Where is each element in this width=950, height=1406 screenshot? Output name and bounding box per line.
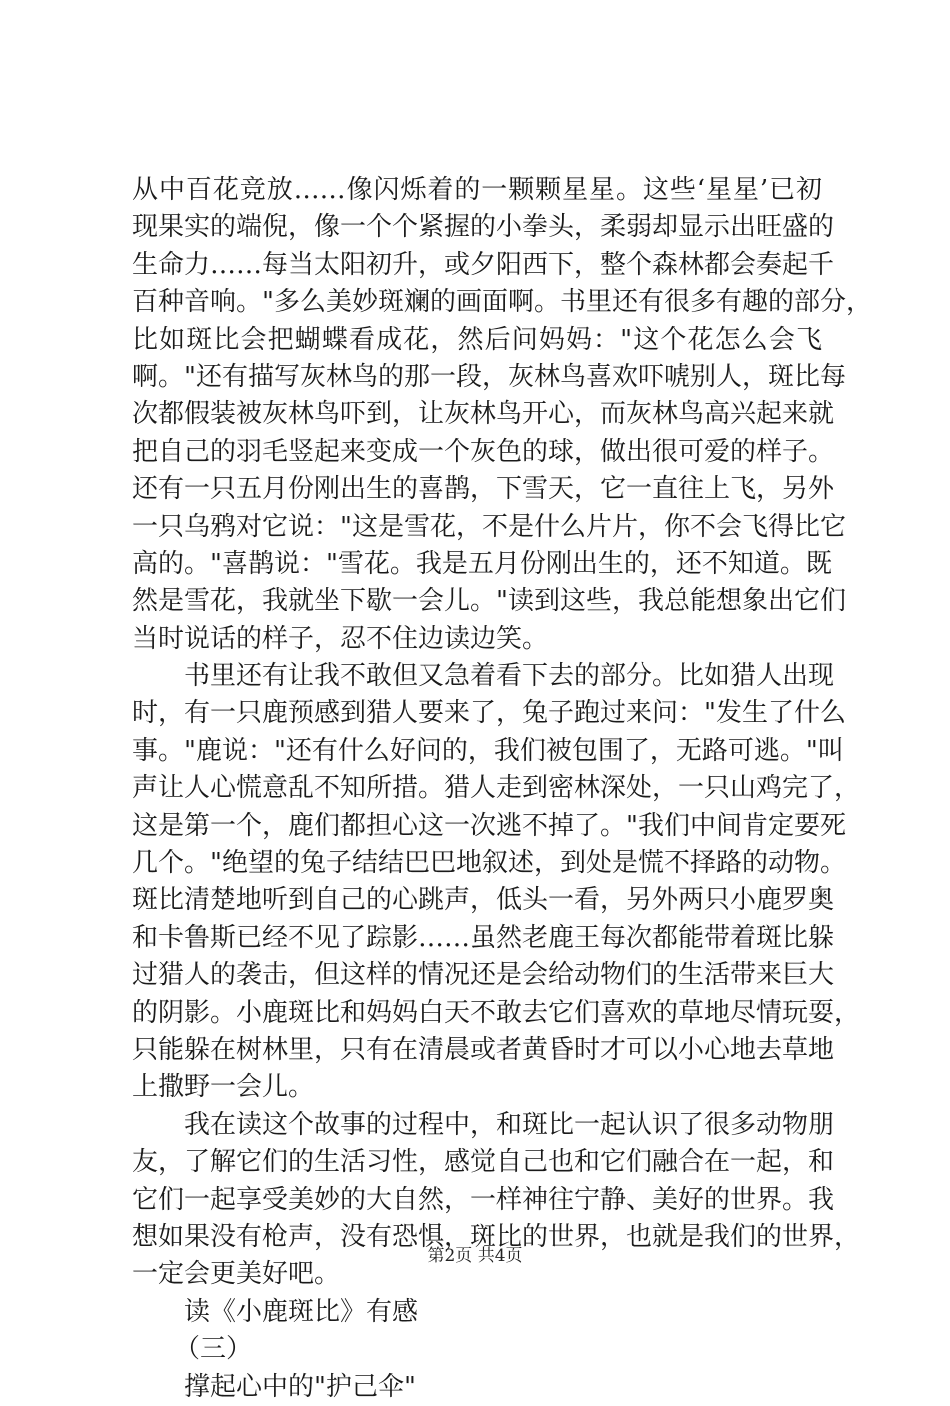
text-line: 的阴影。小鹿斑比和妈妈白天不敢去它们喜欢的草地尽情玩耍， [132,997,861,1028]
text-line: 现果实的端倪，像一个个紧握的小拳头，柔弱却显示出旺盛的 [132,212,835,243]
text-line: 一只乌鸦对它说："这是雪花，不是什么片片，你不会飞得比它 [132,511,846,542]
section-number: （三） [174,1334,253,1365]
text-line: 次都假装被灰林鸟吓到，让灰林鸟开心，而灰林鸟高兴起来就 [132,399,835,430]
text-line: 高的。"喜鹊说："雪花。我是五月份刚出生的，还不知道。既 [132,548,832,579]
text-line: 把自己的羽毛竖起来变成一个灰色的球，做出很可爱的样子。 [132,436,835,467]
text-line: 和卡鲁斯已经不见了踪影……虽然老鹿王每次都能带着斑比躲 [132,922,835,953]
essay-subtitle: 撑起心中的"护己伞" [184,1371,416,1402]
text-line: 当时说话的样子，忍不住边读边笑。 [132,623,549,654]
text-line: 过猎人的袭击，但这样的情况还是会给动物们的生活带来巨大 [132,960,835,991]
text-line: 啊。"还有描写灰林鸟的那一段，灰林鸟喜欢吓唬别人，斑比每 [132,361,846,392]
text-line: 一定会更美好吧。 [132,1259,341,1290]
essay-title: 读《小鹿斑比》有感 [184,1296,419,1327]
page-footer: 第2页 共4页 [427,1246,523,1266]
text-line: 然是雪花，我就坐下歇一会儿。"读到这些，我总能想象出它们 [132,586,846,617]
text-line: 友，了解它们的生活习性，感觉自己也和它们融合在一起，和 [132,1147,835,1178]
text-line: 比如斑比会把蝴蝶看成花，然后问妈妈："这个花怎么会飞 [132,324,822,355]
text-line: 还有一只五月份刚出生的喜鹊，下雪天，它一直往上飞，另外 [132,474,835,505]
document-body [132,172,872,1406]
text-line: 书里还有让我不敢但又急着看下去的部分。比如猎人出现 [184,661,835,692]
text-line: 这是第一个，鹿们都担心这一次逃不掉了。"我们中间肯定要死 [132,810,846,841]
text-line: 几个。"绝望的兔子结结巴巴地叙述，到处是慌不择路的动物。 [132,848,846,879]
text-line: 事。"鹿说："还有什么好问的，我们被包围了，无路可逃。"叫 [132,735,844,766]
text-line: 想如果没有枪声，没有恐惧，斑比的世界，也就是我们的世界， [132,1221,861,1252]
text-line: 我在读这个故事的过程中，和斑比一起认识了很多动物朋 [184,1109,835,1140]
text-line: 从中百花竞放……像闪烁着的一颗颗星星。这些‘星星’已初 [132,175,822,205]
text-line: 百种音响。"多么美妙斑斓的画面啊。书里还有很多有趣的部分， [132,287,872,318]
text-line: 上撒野一会儿。 [132,1072,315,1103]
text-line: 声让人心慌意乱不知所措。猎人走到密林深处，一只山鸡完了， [132,773,861,804]
text-line: 斑比清楚地听到自己的心跳声，低头一看，另外两只小鹿罗奥 [132,885,835,916]
text-line: 只能躲在树林里，只有在清晨或者黄昏时才可以小心地去草地 [132,1034,835,1065]
text-line: 生命力……每当太阳初升，或夕阳西下，整个森林都会奏起千 [132,249,835,280]
text-line: 时，有一只鹿预感到猎人要来了，兔子跑过来问："发生了什么 [132,698,846,729]
text-line: 它们一起享受美妙的大自然，一样神往宁静、美好的世界。我 [132,1184,835,1215]
